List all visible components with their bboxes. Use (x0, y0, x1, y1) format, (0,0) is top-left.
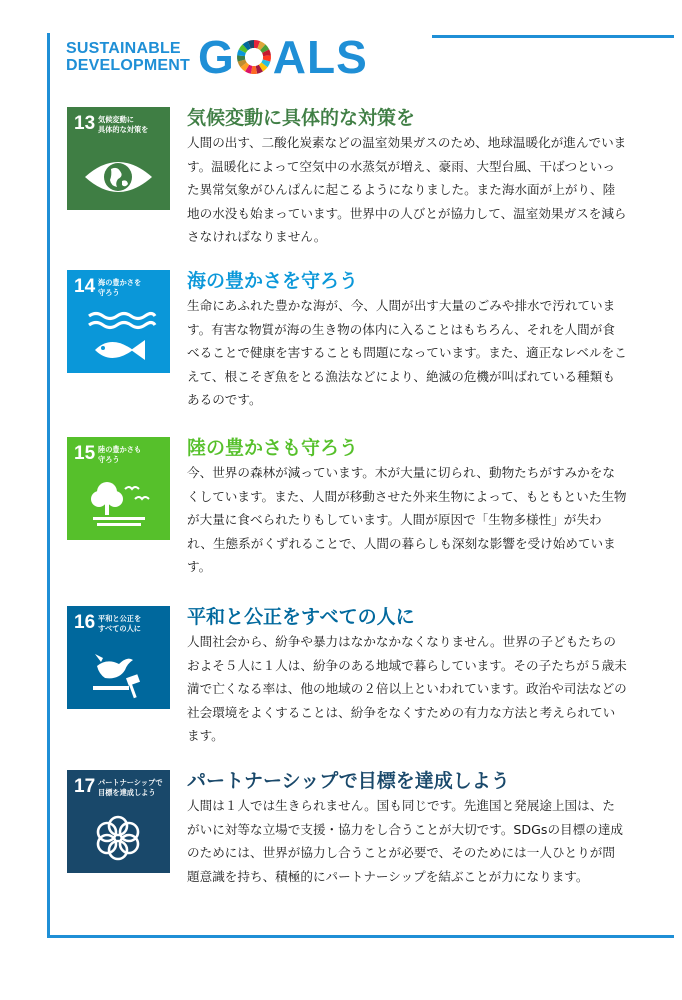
goal-13-body: 人間の出す、二酸化炭素などの温室効果ガスのため、地球温暖化が進んでいます。温暖化によって空気中の水蒸気が増え、豪雨、大型台風、干ばつといった異常気象がひんぱんに起こるようになりました。また海水面が上がり、陸地の水没も始まっています。世界中の人びとが協力して、温室効果ガスを減らさなければなりません。 (187, 135, 627, 244)
goal-16-number: 16 (74, 612, 96, 633)
goal-15-caption: 陸の豊かさも 守ろう (98, 445, 142, 464)
goal-17-body: 人間は１人では生きられません。国も同じです。先進国と発展途上国は、たがいに対等な立場で支援・協力をし合うことが大切です。SDGsの目標の達成のためには、世界が協力し合うことが必要で、そのためには一人ひとりが問題意識を持ち、積極的にパートナーシップを結ぶことが力になります。 (187, 798, 624, 884)
goal-17-section (67, 770, 667, 910)
goal-16-section (67, 606, 667, 746)
goal-15-number: 15 (74, 443, 96, 464)
goal-17-number: 17 (74, 776, 96, 797)
goal-13-number: 13 (74, 113, 96, 134)
goal-13-tile (67, 107, 170, 210)
frame-left-border (47, 33, 50, 938)
goal-16-tile (67, 606, 170, 709)
tree-birds-icon (67, 437, 170, 540)
logo-goals-g: G (198, 31, 235, 83)
frame-bottom-border (47, 935, 674, 938)
goal-14-caption: 海の豊かさを 守ろう (98, 278, 142, 297)
goal-14-body: 生命にあふれた豊かな海が、今、人間が出す大量のごみや排水で汚れています。有害な物質が海の生き物の体内に入ることはもちろん、それを人間が食べることで健康を害することも問題になっています。また、適正なレベルをこえて、根こそぎ魚をとる漁法などにより、絶滅の危機が叫ばれている種類もあるのです。 (187, 298, 627, 407)
goal-14-number: 14 (74, 276, 96, 297)
sdgs-logo (66, 31, 368, 83)
goal-17-title: パートナーシップで目標を達成しよう (187, 770, 510, 792)
logo-line-sustainable: SUSTAINABLE (66, 40, 181, 57)
goal-16-caption: 平和と公正を すべての人に (98, 614, 142, 633)
goal-13-title: 気候変動に具体的な対策を (187, 107, 416, 129)
goal-14-title: 海の豊かさを守ろう (187, 270, 359, 292)
goal-17-caption: パートナーシップで 目標を達成しよう (98, 778, 163, 797)
eye-globe-icon (67, 107, 170, 210)
goal-13-caption: 気候変動に 具体的な対策を (98, 115, 149, 134)
goal-14-tile (67, 270, 170, 373)
goal-16-body: 人間社会から、紛争や暴力はなかなかなくなりません。世界の子どもたちのおよそ５人に１人は、紛争のある地域で暮らしています。その子たちが５歳未満で亡くなる率は、他の地域の２倍以上といわれています。政治や司法などの社会環境をよくすることは、紛争をなくすための有力な方法と考えられています。 (187, 634, 627, 743)
interlocking-rings-icon (67, 770, 170, 873)
goal-15-body: 今、世界の森林が減っています。木が大量に切られ、動物たちがすみかをなくしています。また、人間が移動させた外来生物によって、もともといた生物が大量に食べられたりもしています。人間が原因で「生物多様性」が失われ、生態系がくずれることで、人間の暮らしも深刻な影響を受け始めています。 (187, 465, 627, 574)
goal-15-tile (67, 437, 170, 540)
logo-goals-als: ALS (272, 31, 368, 83)
goal-14-section (67, 270, 667, 410)
fish-waves-icon (67, 270, 170, 373)
logo-text-block (66, 40, 190, 74)
goal-17-tile (67, 770, 170, 873)
goal-13-section (67, 107, 667, 247)
goal-16-title: 平和と公正をすべての人に (187, 606, 415, 628)
logo-line-development: DEVELOPMENT (66, 57, 190, 74)
dove-gavel-icon (67, 606, 170, 709)
goal-15-section (67, 437, 667, 577)
logo-goals-word (198, 31, 368, 83)
sdg-wheel-icon (236, 39, 272, 75)
goal-15-title: 陸の豊かさも守ろう (187, 437, 359, 459)
frame-top-border (432, 35, 674, 38)
